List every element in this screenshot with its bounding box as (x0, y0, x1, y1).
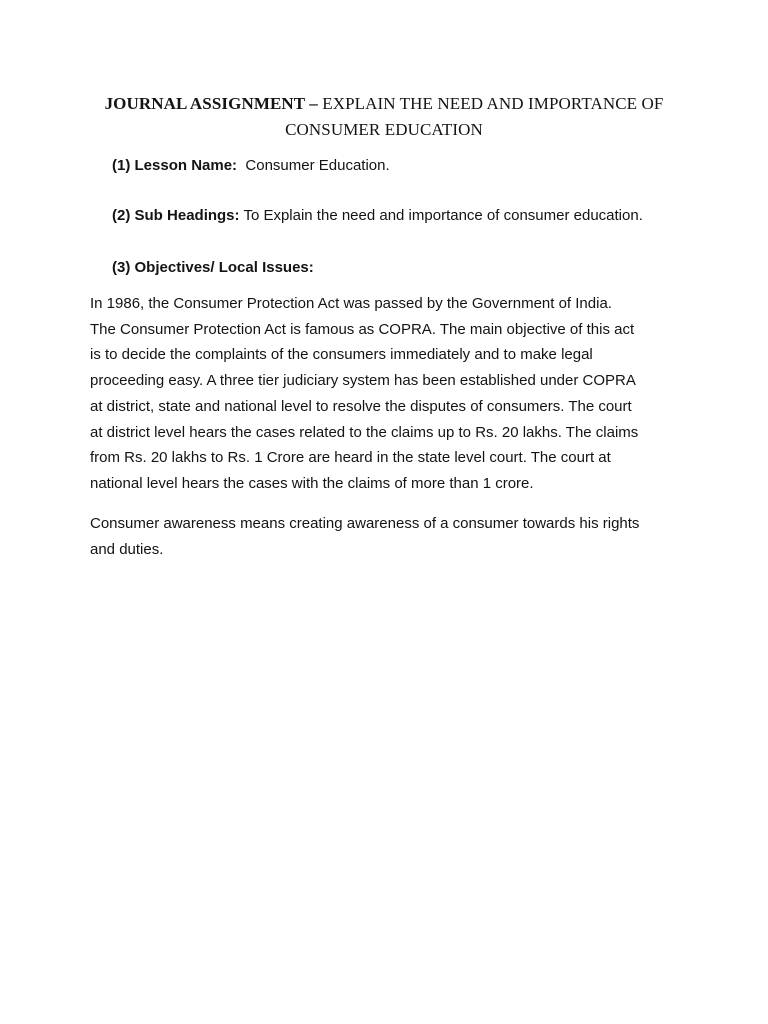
paragraph-line: proceeding easy. A three tier judiciary system has been established under COPRA (90, 372, 636, 390)
paragraph-copra (90, 291, 690, 497)
paragraph-line: national level hears the cases with the claims of more than 1 crore. (90, 474, 534, 492)
item-number: (2) (112, 207, 131, 224)
item-number: (3) (112, 259, 131, 276)
item-value: Consumer Education. (245, 157, 390, 174)
paragraph-line: Consumer awareness means creating awareness of a consumer towards his rights (90, 515, 640, 532)
title-bold-part: JOURNAL ASSIGNMENT – (104, 94, 318, 113)
item-label: Sub Headings: (134, 207, 240, 224)
lesson-name-item (112, 155, 390, 177)
paragraph-line: at district level hears the cases related to the claims up to Rs. 20 lakhs. The claims (90, 423, 639, 441)
paragraph-awareness (90, 511, 690, 562)
paragraph-line: at district, state and national level to resolve the disputes of consumers. The court (90, 397, 632, 415)
document-title (80, 91, 688, 143)
paragraph-line: In 1986, the Consumer Protection Act was passed by the Government of India. (90, 295, 612, 312)
paragraph-line: The Consumer Protection Act is famous as COPRA. The main objective of this act (90, 320, 635, 338)
item-label: Lesson Name: (134, 157, 238, 174)
paragraph-line: and duties. (90, 540, 164, 558)
title-line2: CONSUMER EDUCATION (285, 120, 483, 139)
item-number: (1) (112, 157, 131, 174)
item-value: To Explain the need and importance of consumer education. (243, 207, 643, 224)
paragraph-line: is to decide the complaints of the consumers immediately and to make legal (90, 346, 593, 364)
objectives-item (112, 257, 314, 279)
item-label: Objectives/ Local Issues: (134, 259, 314, 276)
sub-headings-item (112, 205, 643, 227)
title-rest-line1: EXPLAIN THE NEED AND IMPORTANCE OF (317, 94, 664, 113)
paragraph-line: from Rs. 20 lakhs to Rs. 1 Crore are heard in the state level court. The court at (90, 449, 611, 467)
